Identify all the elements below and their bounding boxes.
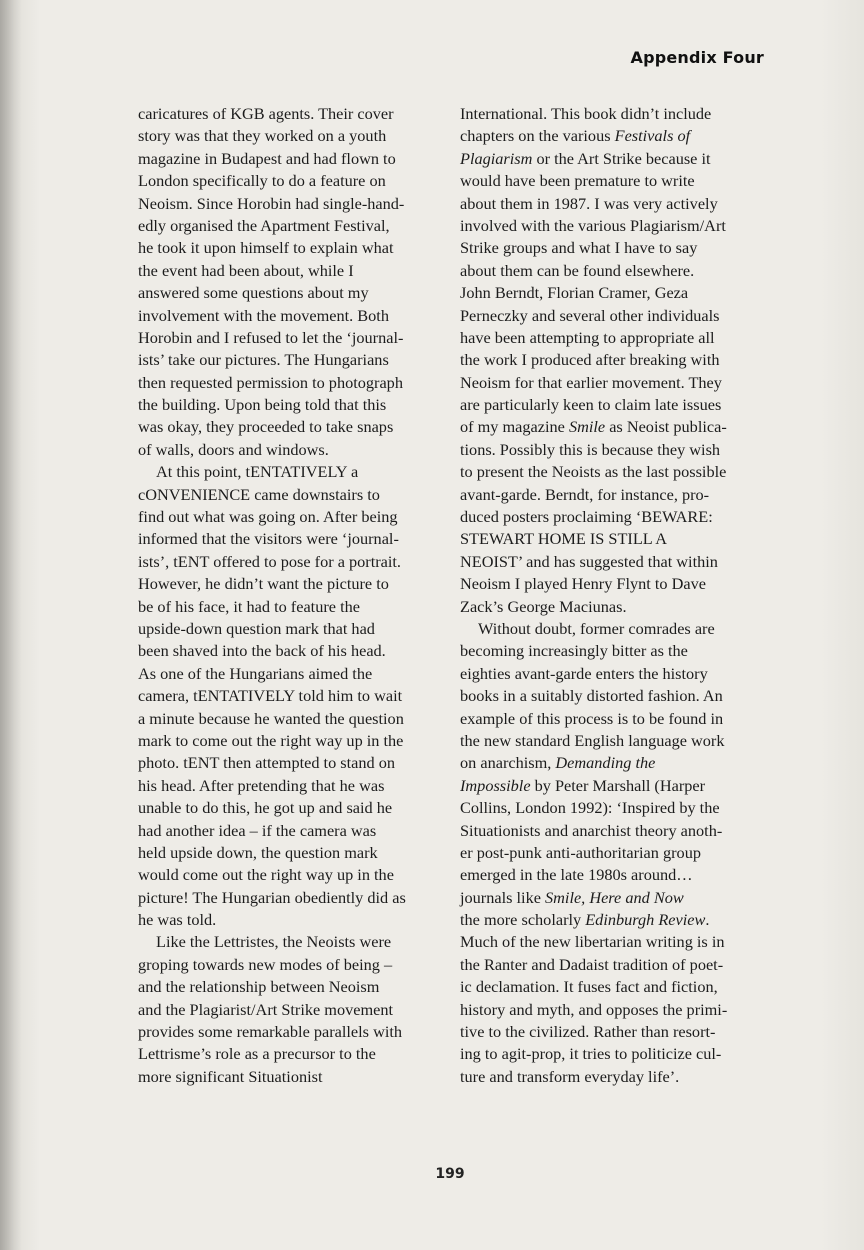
text-line xyxy=(460,551,762,573)
text-line xyxy=(138,484,438,506)
text-run: provides some remarkable parallels with xyxy=(138,1022,403,1042)
italic-title: Plagiarism xyxy=(460,148,533,168)
text-line xyxy=(138,887,438,909)
text-run: Situationists and anarchist theory anoth- xyxy=(460,820,723,840)
text-run: edly organised the Apartment Festival, xyxy=(138,215,390,235)
text-run: Perneczky and several other individuals xyxy=(460,305,720,325)
text-run: Much of the new libertarian writing is in xyxy=(460,932,725,952)
text-line xyxy=(138,416,438,438)
text-run: photo. tENT then attempted to stand on xyxy=(138,753,395,773)
text-run: mark to come out the right way up in the xyxy=(138,730,404,750)
text-run: a minute because he wanted the question xyxy=(138,708,404,728)
text-line xyxy=(460,820,762,842)
text-line xyxy=(460,215,762,237)
text-run: the building. Upon being told that this xyxy=(138,395,387,415)
text-line xyxy=(138,640,438,662)
text-run: Without doubt, former comrades are xyxy=(478,618,715,638)
page-number: 199 xyxy=(435,1166,465,1182)
text-run: and the relationship between Neoism xyxy=(138,977,380,997)
text-line xyxy=(460,887,762,909)
text-run: chapters on the various xyxy=(460,126,615,146)
text-line xyxy=(460,148,762,170)
text-run: the event had been about, while I xyxy=(138,260,354,280)
text-line xyxy=(460,305,762,327)
text-line xyxy=(138,215,438,237)
text-line xyxy=(460,1066,762,1088)
text-run: caricatures of KGB agents. Their cover xyxy=(138,104,394,123)
gutter-shadow xyxy=(0,0,22,1250)
text-run: about them in 1987. I was very actively xyxy=(460,193,718,213)
text-run: STEWART HOME IS STILL A xyxy=(460,529,668,549)
text-run: magazine in Budapest and had flown to xyxy=(138,148,396,168)
text-line xyxy=(460,260,762,282)
text-line xyxy=(138,372,438,394)
text-line xyxy=(138,931,438,953)
text-line xyxy=(460,394,762,416)
text-line xyxy=(138,1043,438,1065)
text-run: London specifically to do a feature on xyxy=(138,171,386,191)
text-run: then requested permission to photograph xyxy=(138,372,403,392)
text-run: avant-garde. Berndt, for instance, pro- xyxy=(460,484,710,504)
text-line xyxy=(460,193,762,215)
text-run: would come out the right way up in the xyxy=(138,865,394,885)
text-run: are particularly keen to claim late issues xyxy=(460,395,722,415)
text-run: on anarchism, xyxy=(460,753,556,773)
text-line xyxy=(138,797,438,819)
text-run: Neoism. Since Horobin had single-hand- xyxy=(138,193,405,213)
text-run: Zack’s George Maciunas. xyxy=(460,596,627,616)
text-run: journals like xyxy=(460,887,546,907)
text-run: Strike groups and what I have to say xyxy=(460,238,698,258)
text-run: been shaved into the back of his head. xyxy=(138,641,386,661)
text-run: emerged in the late 1980s around… xyxy=(460,865,693,885)
text-line xyxy=(138,573,438,595)
text-line xyxy=(138,752,438,774)
text-run: story was that they worked on a youth xyxy=(138,126,387,146)
text-line xyxy=(460,685,762,707)
text-line xyxy=(138,394,438,416)
text-line xyxy=(138,1021,438,1043)
text-line xyxy=(460,416,762,438)
text-run: the more scholarly xyxy=(460,910,586,930)
text-line xyxy=(460,282,762,304)
text-line xyxy=(138,864,438,886)
text-run: becoming increasingly bitter as the xyxy=(460,641,688,661)
text-line xyxy=(460,1021,762,1043)
text-line xyxy=(138,148,438,170)
text-run: ists’ take our pictures. The Hungarians xyxy=(138,350,389,370)
text-run: camera, tENTATIVELY told him to wait xyxy=(138,686,403,706)
text-line xyxy=(460,349,762,371)
text-run: informed that the visitors were ‘journal- xyxy=(138,529,399,549)
text-run: NEOIST’ and has suggested that within xyxy=(460,551,718,571)
italic-title: Impossible xyxy=(460,775,531,795)
text-line xyxy=(460,596,762,618)
text-line xyxy=(460,125,762,147)
left-text-column xyxy=(138,103,438,1088)
text-line xyxy=(460,797,762,819)
italic-title: Festivals of xyxy=(614,126,691,146)
text-run: be of his face, it had to feature the xyxy=(138,596,360,616)
text-run: was okay, they proceeded to take snaps xyxy=(138,417,394,437)
text-line xyxy=(138,528,438,550)
text-line xyxy=(460,573,762,595)
text-line xyxy=(138,305,438,327)
text-run: would have been premature to write xyxy=(460,171,695,191)
text-line xyxy=(460,1043,762,1065)
text-run: find out what was going on. After being xyxy=(138,507,398,527)
text-line xyxy=(460,439,762,461)
text-line xyxy=(460,775,762,797)
text-line xyxy=(460,484,762,506)
text-line xyxy=(460,528,762,550)
text-line xyxy=(460,103,762,125)
text-run: tive to the civilized. Rather than resort- xyxy=(460,1022,716,1042)
text-run: upside-down question mark that had xyxy=(138,618,375,638)
text-run: As one of the Hungarians aimed the xyxy=(138,663,373,683)
text-line xyxy=(460,730,762,752)
text-line xyxy=(460,170,762,192)
text-run: his head. After pretending that he was xyxy=(138,775,385,795)
text-run: of walls, doors and windows. xyxy=(138,439,329,459)
text-run: had another idea – if the camera was xyxy=(138,820,377,840)
italic-title: Edinburgh Review xyxy=(585,910,706,930)
text-run: he was told. xyxy=(138,910,217,930)
text-line xyxy=(460,618,762,640)
text-run: as Neoist publica- xyxy=(605,417,727,437)
text-run: history and myth, and opposes the primi- xyxy=(460,999,728,1019)
text-line xyxy=(138,775,438,797)
text-line xyxy=(460,931,762,953)
text-line xyxy=(460,976,762,998)
text-line xyxy=(138,820,438,842)
text-run: or the Art Strike because it xyxy=(532,148,711,168)
text-run: ing to agit-prop, it tries to politicize cul- xyxy=(460,1044,722,1064)
text-line xyxy=(138,999,438,1021)
text-run: held upside down, the question mark xyxy=(138,842,378,862)
text-run: Lettrisme’s role as a precursor to the xyxy=(138,1044,376,1064)
text-line xyxy=(138,596,438,618)
text-run: involvement with the movement. Both xyxy=(138,305,389,325)
text-line xyxy=(138,1066,438,1088)
text-line xyxy=(138,260,438,282)
text-run: books in a suitably distorted fashion. An xyxy=(460,686,723,706)
text-run: he took it upon himself to explain what xyxy=(138,238,394,258)
text-line xyxy=(460,237,762,259)
text-line xyxy=(460,842,762,864)
text-line xyxy=(138,170,438,192)
text-run: Horobin and I refused to let the ‘journal- xyxy=(138,327,404,347)
text-run: involved with the various Plagiarism/Art xyxy=(460,215,726,235)
text-run: John Berndt, Florian Cramer, Geza xyxy=(460,283,689,303)
text-line xyxy=(460,640,762,662)
text-line xyxy=(460,506,762,528)
text-run: more significant Situationist xyxy=(138,1066,323,1086)
text-line xyxy=(138,327,438,349)
text-line xyxy=(138,551,438,573)
text-run: cONVENIENCE came downstairs to xyxy=(138,484,380,504)
text-run: by Peter Marshall (Harper xyxy=(530,775,706,795)
text-line xyxy=(138,125,438,147)
text-line xyxy=(460,461,762,483)
text-run: duced posters proclaiming ‘BEWARE: xyxy=(460,507,713,527)
text-run: tions. Possibly this is because they wish xyxy=(460,439,721,459)
text-run: the Ranter and Dadaist tradition of poet- xyxy=(460,954,724,974)
text-run: Collins, London 1992): ‘Inspired by the xyxy=(460,798,720,818)
text-line xyxy=(138,909,438,931)
italic-title: Smile, Here and Now xyxy=(545,887,684,907)
text-line xyxy=(460,752,762,774)
text-run: to present the Neoists as the last possible xyxy=(460,462,727,482)
text-line xyxy=(138,618,438,640)
text-run: International. This book didn’t include xyxy=(460,104,712,123)
text-run: about them can be found elsewhere. xyxy=(460,260,695,280)
text-line xyxy=(138,663,438,685)
text-run: the work I produced after breaking with xyxy=(460,350,720,370)
text-line xyxy=(460,327,762,349)
text-line xyxy=(138,506,438,528)
text-line xyxy=(460,864,762,886)
text-run: er post-punk anti-authoritarian group xyxy=(460,842,701,862)
italic-title: Smile xyxy=(568,417,606,437)
text-line xyxy=(138,954,438,976)
text-line xyxy=(138,349,438,371)
right-text-column xyxy=(460,103,762,1088)
text-line xyxy=(138,708,438,730)
text-line xyxy=(460,909,762,931)
text-run: ists’, tENT offered to pose for a portrait. xyxy=(138,551,401,571)
text-line xyxy=(460,663,762,685)
text-line xyxy=(138,193,438,215)
text-line xyxy=(138,282,438,304)
text-run: example of this process is to be found in xyxy=(460,708,724,728)
text-run: have been attempting to appropriate all xyxy=(460,327,715,347)
text-line xyxy=(460,708,762,730)
text-run: eighties avant-garde enters the history xyxy=(460,663,708,683)
text-line xyxy=(460,954,762,976)
text-line xyxy=(138,685,438,707)
text-line xyxy=(138,730,438,752)
text-line xyxy=(138,461,438,483)
text-run: ic declamation. It fuses fact and fiction, xyxy=(460,977,718,997)
text-run: . xyxy=(705,910,710,930)
text-run: Like the Lettristes, the Neoists were xyxy=(156,932,392,952)
text-run: unable to do this, he got up and said he xyxy=(138,798,393,818)
text-line xyxy=(138,237,438,259)
text-line xyxy=(138,439,438,461)
italic-title: Demanding the xyxy=(555,753,656,773)
running-head: Appendix Four xyxy=(630,48,764,67)
text-run: Neoism for that earlier movement. They xyxy=(460,372,722,392)
text-run: groping towards new modes of being – xyxy=(138,954,393,974)
text-line xyxy=(460,372,762,394)
text-line xyxy=(138,842,438,864)
text-run: the new standard English language work xyxy=(460,730,725,750)
text-line xyxy=(138,976,438,998)
text-line xyxy=(138,103,438,125)
text-run: However, he didn’t want the picture to xyxy=(138,574,389,594)
text-line xyxy=(460,999,762,1021)
text-run: answered some questions about my xyxy=(138,283,369,303)
text-run: picture! The Hungarian obediently did as xyxy=(138,887,406,907)
text-run: ture and transform everyday life’. xyxy=(460,1066,680,1086)
text-run: Neoism I played Henry Flynt to Dave xyxy=(460,574,706,594)
text-run: of my magazine xyxy=(460,417,569,437)
text-run: At this point, tENTATIVELY a xyxy=(156,462,359,482)
text-run: and the Plagiarist/Art Strike movement xyxy=(138,999,394,1019)
